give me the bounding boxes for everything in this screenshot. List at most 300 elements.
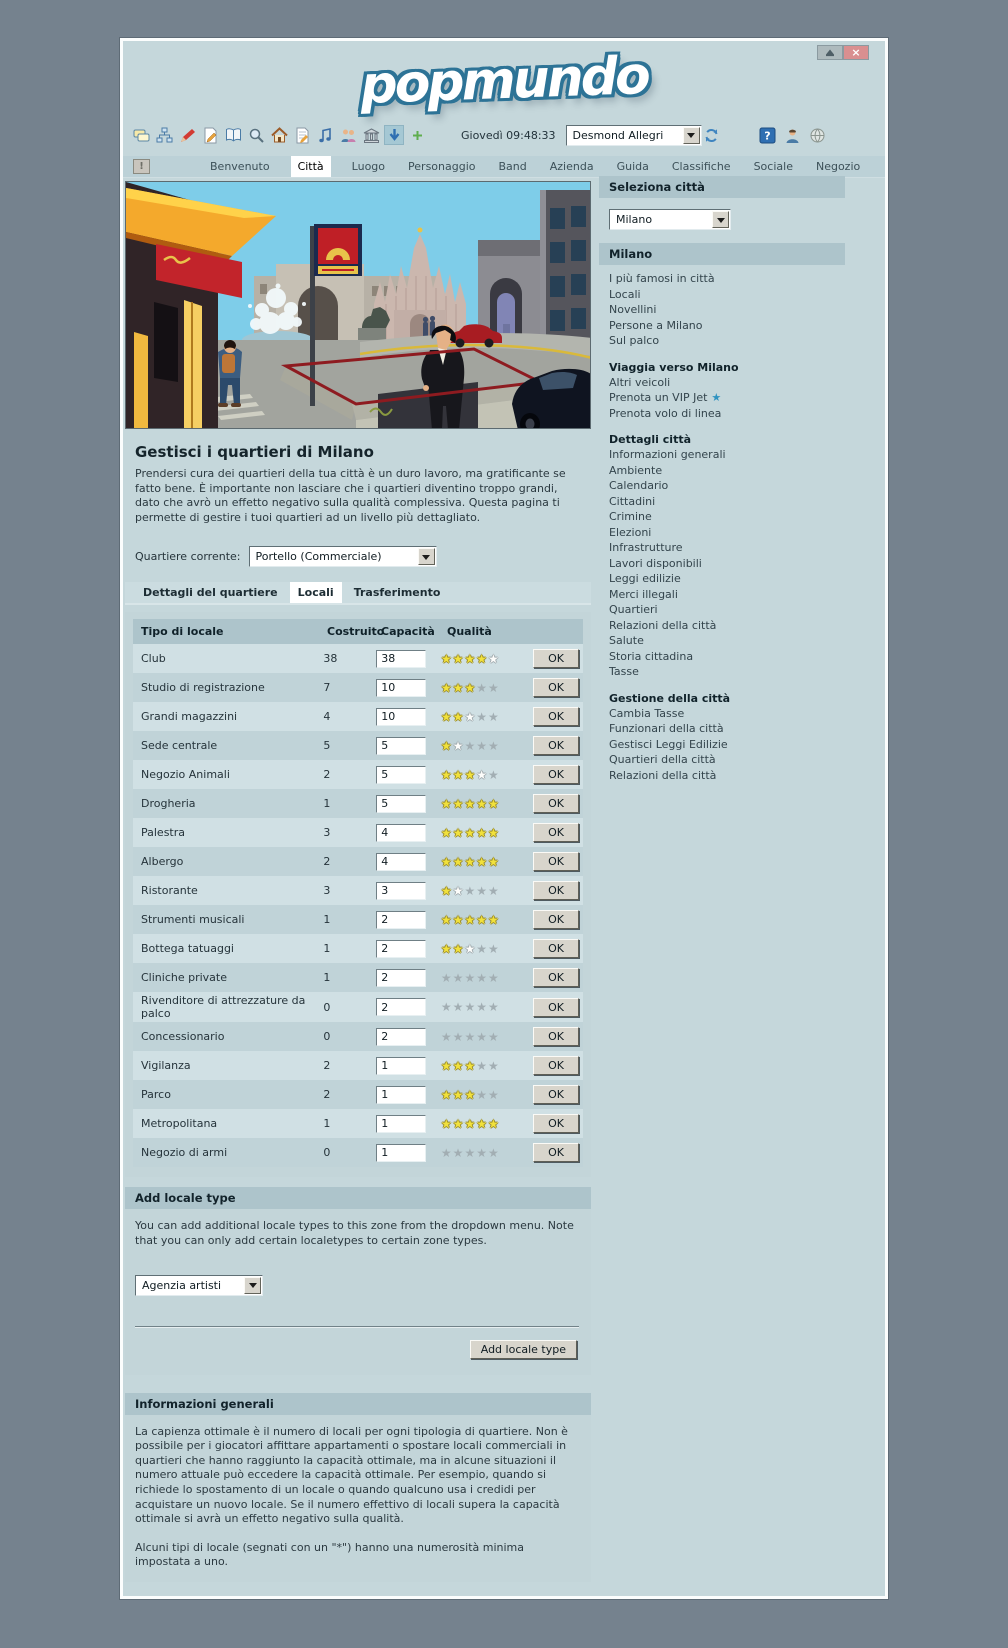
star-icon: ★	[440, 1145, 453, 1160]
close-button[interactable]: ×	[843, 45, 869, 60]
ok-cell	[533, 678, 579, 697]
quality-stars	[441, 1000, 533, 1014]
star-icon: ★	[440, 738, 453, 753]
capacity-cell	[376, 824, 441, 842]
capacity-input[interactable]	[376, 853, 426, 871]
travel-links	[609, 375, 845, 422]
table-row	[133, 992, 583, 1022]
star-icon: ★	[452, 941, 465, 956]
details-links	[609, 447, 845, 680]
tabstrip	[125, 582, 591, 605]
sidebar-link[interactable]: Lavori disponibili	[609, 556, 702, 570]
chevron-down-icon[interactable]	[712, 211, 729, 228]
locale-type-label: Club	[141, 652, 166, 666]
built-value: 3	[323, 826, 331, 840]
world-icon[interactable]	[807, 125, 827, 145]
city-select[interactable]	[609, 209, 731, 230]
built-value: 0	[323, 1146, 331, 1160]
locale-type-label: Parco	[141, 1088, 171, 1102]
capacity-input[interactable]	[376, 766, 426, 784]
col-header-type: Tipo di locale	[141, 625, 224, 639]
book-icon[interactable]	[223, 125, 243, 145]
nav-item[interactable]: Personaggio	[408, 160, 476, 173]
music-icon[interactable]	[315, 125, 335, 145]
star-icon: ★	[464, 941, 477, 956]
capacity-input[interactable]	[376, 824, 426, 842]
nav-item[interactable]: Band	[498, 160, 527, 173]
people-icon[interactable]	[338, 125, 358, 145]
ok-cell	[533, 823, 579, 842]
sidebar-link[interactable]: Cambia Tasse	[609, 706, 685, 720]
chevron-down-icon[interactable]	[683, 127, 700, 144]
capacity-cell	[376, 940, 441, 958]
capacity-input[interactable]	[376, 998, 426, 1016]
district-row	[135, 546, 591, 567]
capacity-cell	[376, 1086, 441, 1104]
star-icon: ★	[464, 796, 477, 811]
star-icon: ★	[452, 1145, 465, 1160]
sidebar-link[interactable]: Locali	[609, 287, 641, 301]
capacity-input[interactable]	[376, 940, 426, 958]
nav-item[interactable]: Luogo	[351, 160, 386, 173]
sidebar-link[interactable]: Storia cittadina	[609, 649, 694, 663]
star-icon: ★	[487, 709, 500, 724]
table-row	[133, 760, 583, 789]
ok-cell	[533, 998, 579, 1017]
capacity-cell	[376, 911, 441, 929]
main-nav	[123, 156, 885, 178]
star-icon: ★	[487, 1145, 500, 1160]
star-icon: ★	[476, 854, 488, 869]
popmundo-logo: popmundo	[359, 46, 649, 116]
quality-stars	[441, 913, 533, 927]
table-row	[133, 818, 583, 847]
refresh-icon[interactable]	[702, 125, 722, 145]
star-icon: ★	[452, 912, 465, 927]
star-icon: ★	[440, 796, 453, 811]
star-icon: ★	[476, 651, 488, 666]
star-icon: ★	[440, 854, 453, 869]
locale-type-label: Concessionario	[141, 1030, 225, 1044]
ok-cell	[533, 910, 579, 929]
star-icon: ★	[476, 1029, 488, 1044]
capacity-input[interactable]	[376, 1115, 426, 1133]
capacity-input[interactable]	[376, 911, 426, 929]
locali-table	[125, 612, 591, 1177]
vip-star-icon: ★	[711, 391, 722, 404]
star-icon: ★	[440, 1058, 453, 1073]
sidebar-link[interactable]: Prenota un VIP Jet ★	[609, 391, 722, 404]
star-icon: ★	[476, 825, 488, 840]
sidebar-link[interactable]: Relazioni della città	[609, 618, 717, 632]
sidebar-link[interactable]: Persone a Milano	[609, 318, 703, 332]
ok-button[interactable]: OK	[533, 881, 579, 900]
tab[interactable]: Trasferimento	[353, 586, 441, 600]
star-icon: ★	[452, 1029, 465, 1044]
nav-item[interactable]: Benvenuto	[210, 160, 270, 173]
network-icon[interactable]	[154, 125, 174, 145]
star-icon: ★	[476, 767, 488, 782]
table-row	[133, 1080, 583, 1109]
capacity-input[interactable]	[376, 795, 426, 813]
pencil-icon[interactable]	[177, 125, 197, 145]
capacity-input[interactable]	[376, 882, 426, 900]
capacity-input[interactable]	[376, 969, 426, 987]
star-icon: ★	[452, 970, 465, 985]
ok-cell	[533, 1056, 579, 1075]
ok-button[interactable]: OK	[533, 707, 579, 726]
star-icon: ★	[487, 1029, 500, 1044]
capacity-cell	[376, 766, 441, 784]
ok-cell	[533, 765, 579, 784]
table-row	[133, 847, 583, 876]
select-city-title: Seleziona città	[599, 176, 845, 198]
locale-type-label: Negozio di armi	[141, 1146, 228, 1160]
locale-type-label: Palestra	[141, 826, 186, 840]
download-icon[interactable]	[384, 125, 404, 145]
star-icon: ★	[487, 825, 500, 840]
table-row	[133, 1109, 583, 1138]
ok-cell	[533, 794, 579, 813]
locale-type-label: Albergo	[141, 855, 184, 869]
star-icon: ★	[476, 1145, 488, 1160]
sidebar-link[interactable]: Merci illegali	[609, 587, 678, 601]
ok-cell	[533, 968, 579, 987]
quality-stars	[441, 884, 533, 898]
locale-type-label: Sede centrale	[141, 739, 218, 753]
sidebar-link[interactable]: Cittadini	[609, 494, 656, 508]
locale-type-label: Metropolitana	[141, 1117, 218, 1131]
star-icon: ★	[476, 883, 488, 898]
capacity-input[interactable]	[376, 1028, 426, 1046]
nav-item[interactable]: Classifiche	[671, 160, 731, 173]
capacity-cell	[376, 882, 441, 900]
locale-type-label: Studio di registrazione	[141, 681, 265, 695]
star-icon: ★	[452, 738, 465, 753]
star-icon: ★	[464, 651, 477, 666]
compose-icon[interactable]	[200, 125, 220, 145]
built-value: 1	[323, 971, 331, 985]
built-value: 3	[323, 884, 331, 898]
sidebar-link[interactable]: Sul palco	[609, 334, 660, 347]
add-locale-title: Add locale type	[125, 1187, 591, 1209]
quality-stars	[441, 855, 533, 869]
bank-icon[interactable]	[361, 125, 381, 145]
capacity-cell	[376, 650, 441, 668]
star-icon: ★	[464, 1000, 477, 1015]
star-icon: ★	[487, 796, 500, 811]
chevron-down-icon[interactable]	[418, 548, 435, 565]
star-icon: ★	[440, 1029, 453, 1044]
built-value: 2	[323, 1088, 331, 1102]
profile-icon[interactable]	[782, 125, 802, 145]
ok-button[interactable]: OK	[533, 998, 579, 1017]
quality-stars	[441, 797, 533, 811]
chevron-down-icon[interactable]	[244, 1277, 261, 1294]
sidebar	[599, 176, 845, 783]
star-icon: ★	[452, 651, 465, 666]
quality-stars	[441, 768, 533, 782]
table-row	[133, 1022, 583, 1051]
quality-stars	[441, 1146, 533, 1160]
star-icon: ★	[452, 1116, 465, 1131]
tab[interactable]: Locali	[290, 582, 342, 603]
nav-item[interactable]: Guida	[616, 160, 649, 173]
star-icon: ★	[476, 738, 488, 753]
sidebar-link[interactable]: Infrastrutture	[609, 541, 683, 554]
star-icon: ★	[464, 680, 477, 695]
ok-button[interactable]: OK	[533, 678, 579, 697]
built-value: 1	[323, 797, 331, 811]
locale-type-label: Cliniche private	[141, 971, 227, 985]
nav-item[interactable]: Azienda	[549, 160, 594, 173]
sidebar-link[interactable]: Calendario	[609, 479, 669, 492]
star-icon: ★	[440, 651, 453, 666]
built-value: 7	[323, 681, 331, 695]
district-select[interactable]	[249, 546, 437, 567]
star-icon: ★	[440, 1116, 453, 1131]
add-icon[interactable]	[407, 125, 427, 145]
ok-button[interactable]: OK	[533, 968, 579, 987]
table-row	[133, 905, 583, 934]
capacity-cell	[376, 737, 441, 755]
table-row	[133, 702, 583, 731]
sidebar-link[interactable]: Funzionari della città	[609, 722, 724, 735]
ok-button[interactable]: OK	[533, 1027, 579, 1046]
sidebar-link[interactable]: Elezioni	[609, 525, 652, 539]
table-row	[133, 789, 583, 818]
locale-type-select-value: Agenzia artisti	[142, 1278, 222, 1292]
table-row	[133, 673, 583, 702]
star-icon: ★	[440, 1000, 453, 1015]
capacity-input[interactable]	[376, 708, 426, 726]
info-paragraph-2: Alcuni tipi di locale (segnati con un "*") hanno una numerosità minima impostata a uno.	[135, 1540, 524, 1569]
details-title: Dettagli città	[609, 433, 692, 446]
star-icon: ★	[464, 1145, 477, 1160]
svg-text:?: ?	[763, 129, 771, 142]
city-illustration	[125, 181, 591, 429]
star-icon: ★	[476, 941, 488, 956]
nav-items	[208, 156, 862, 177]
sidebar-link[interactable]: I più famosi in città	[609, 272, 715, 285]
add-locale-panel	[125, 1187, 591, 1374]
intro-text: Prendersi cura dei quartieri della tua città è un duro lavoro, ma gratificante se fatto bene. È importante non lasciare che i quartieri diventino troppo grandi, dato che avrò un effetto negativo sulla qualità complessiva. Questa pagina ti permette di gestire i tuoi quartieri ad un livello più dettagliato.	[135, 467, 566, 524]
star-icon: ★	[487, 1116, 500, 1131]
star-icon: ★	[464, 738, 477, 753]
star-icon: ★	[440, 1087, 453, 1102]
built-value: 1	[323, 942, 331, 956]
locale-type-label: Negozio Animali	[141, 768, 230, 782]
capacity-cell	[376, 1057, 441, 1075]
sidebar-link[interactable]: Relazioni della città	[609, 768, 717, 782]
capacity-input[interactable]	[376, 1144, 426, 1162]
locale-type-label: Strumenti musicali	[141, 913, 245, 927]
toolbar	[131, 123, 885, 147]
quality-stars	[441, 1117, 533, 1131]
city-title: Milano	[599, 243, 845, 265]
quality-stars	[441, 971, 533, 985]
character-select[interactable]	[566, 125, 702, 146]
star-icon: ★	[452, 883, 465, 898]
built-value: 4	[323, 710, 331, 724]
star-icon: ★	[476, 1000, 488, 1015]
tab[interactable]: Dettagli del quartiere	[143, 586, 278, 600]
ok-button[interactable]: OK	[533, 1143, 579, 1162]
quality-stars	[441, 826, 533, 840]
built-value: 2	[323, 855, 331, 869]
star-icon: ★	[487, 912, 500, 927]
sidebar-link[interactable]: Informazioni generali	[609, 448, 726, 461]
capacity-cell	[376, 795, 441, 813]
star-icon: ★	[464, 1029, 477, 1044]
sidebar-link[interactable]: Quartieri della città	[609, 753, 716, 766]
built-value: 0	[323, 1000, 331, 1014]
table-row	[133, 963, 583, 992]
ok-button[interactable]: OK	[533, 1056, 579, 1075]
star-icon: ★	[487, 1000, 500, 1015]
sidebar-link[interactable]: Ambiente	[609, 463, 663, 477]
messages-icon[interactable]	[131, 125, 151, 145]
sidebar-link[interactable]: Leggi edilizie	[609, 572, 681, 585]
star-icon: ★	[452, 767, 465, 782]
star-icon: ★	[487, 651, 500, 666]
ok-button[interactable]: OK	[533, 736, 579, 755]
star-icon: ★	[487, 738, 500, 753]
ok-button[interactable]: OK	[533, 852, 579, 871]
built-value: 2	[323, 1059, 331, 1073]
capacity-cell	[376, 679, 441, 697]
star-icon: ★	[452, 796, 465, 811]
district-label: Quartiere corrente:	[135, 550, 241, 564]
alert-button[interactable]: !	[133, 159, 150, 174]
star-icon: ★	[440, 680, 453, 695]
add-locale-button[interactable]: Add locale type	[470, 1340, 577, 1359]
info-panel	[125, 1393, 591, 1582]
star-icon: ★	[464, 1087, 477, 1102]
sidebar-link[interactable]: Gestisci Leggi Edilizie	[609, 737, 728, 751]
city-links	[609, 271, 845, 349]
star-icon: ★	[487, 1087, 500, 1102]
ok-cell	[533, 881, 579, 900]
sidebar-link[interactable]: Crimine	[609, 510, 652, 523]
star-icon: ★	[464, 883, 477, 898]
capacity-input[interactable]	[376, 679, 426, 697]
quality-stars	[441, 1030, 533, 1044]
star-icon: ★	[452, 1000, 465, 1015]
help-icon[interactable]	[757, 125, 777, 145]
sidebar-link[interactable]: Altri veicoli	[609, 375, 671, 389]
locale-type-label: Bottega tatuaggi	[141, 942, 234, 956]
capacity-cell	[376, 998, 441, 1016]
built-value: 38	[323, 652, 338, 666]
star-icon: ★	[476, 709, 488, 724]
table-row	[133, 731, 583, 760]
sidebar-link[interactable]: Salute	[609, 634, 644, 647]
quality-stars	[441, 710, 533, 724]
travel-title: Viaggia verso Milano	[609, 360, 739, 374]
star-icon: ★	[440, 767, 453, 782]
character-select-value: Desmond Allegri	[572, 128, 664, 142]
ok-cell	[533, 1143, 579, 1162]
star-icon: ★	[440, 970, 453, 985]
capacity-cell	[376, 708, 441, 726]
search-icon[interactable]	[246, 125, 266, 145]
ok-button[interactable]: OK	[533, 823, 579, 842]
star-icon: ★	[487, 680, 500, 695]
manage-links	[609, 706, 845, 784]
star-icon: ★	[464, 1116, 477, 1131]
page-title: Gestisci i quartieri di Milano	[135, 443, 374, 461]
ok-cell	[533, 852, 579, 871]
star-icon: ★	[476, 1058, 488, 1073]
capacity-input[interactable]	[376, 1086, 426, 1104]
info-title: Informazioni generali	[125, 1393, 591, 1415]
star-icon: ★	[487, 883, 500, 898]
ok-button[interactable]: OK	[533, 765, 579, 784]
locale-type-select[interactable]	[135, 1275, 263, 1296]
col-header-quality: Qualità	[447, 625, 492, 639]
star-icon: ★	[464, 854, 477, 869]
ok-cell	[533, 736, 579, 755]
capacity-cell	[376, 1144, 441, 1162]
built-value: 2	[323, 768, 331, 782]
capacity-input[interactable]	[376, 737, 426, 755]
star-icon: ★	[440, 941, 453, 956]
ok-cell	[533, 649, 579, 668]
locale-type-label: Vigilanza	[141, 1059, 191, 1073]
built-value: 0	[323, 1030, 331, 1044]
document-icon[interactable]	[292, 125, 312, 145]
divider	[135, 1326, 579, 1328]
star-icon: ★	[476, 912, 488, 927]
star-icon: ★	[440, 825, 453, 840]
app-window	[120, 38, 888, 1599]
star-icon: ★	[464, 767, 477, 782]
table-row	[133, 934, 583, 963]
star-icon: ★	[476, 1087, 488, 1102]
home-icon[interactable]	[269, 125, 289, 145]
ok-button[interactable]: OK	[533, 794, 579, 813]
nav-item[interactable]: Sociale	[753, 160, 793, 173]
ok-button[interactable]: OK	[533, 939, 579, 958]
quality-stars	[441, 681, 533, 695]
table-row	[133, 1051, 583, 1080]
nav-item[interactable]: Città	[291, 156, 331, 177]
star-icon: ★	[452, 680, 465, 695]
capacity-input[interactable]	[376, 650, 426, 668]
ok-cell	[533, 707, 579, 726]
ok-button[interactable]: OK	[533, 1114, 579, 1133]
ok-cell	[533, 1085, 579, 1104]
star-icon: ★	[440, 912, 453, 927]
info-paragraph-1: La capienza ottimale è il numero di locali per ogni tipologia di quartiere. Non è possibile per i giocatori affittare appartamenti o spostare locali commerciali in quartieri che hanno raggiunto la capacità ottimale, ma in alcune situazioni il numero attuale può eccedere la capacità ottimale. Per esempio, quando si richiede lo spostamento di un locale o quando qualcuno usa i credidi per acquistare un nuovo locale. Se il numero effettivo di locali supera la capacità ottimale si avrà un effetto negativo sulla qualità.	[135, 1424, 568, 1526]
manage-title: Gestione della città	[609, 691, 731, 705]
star-icon: ★	[452, 854, 465, 869]
capacity-input[interactable]	[376, 1057, 426, 1075]
quality-stars	[441, 652, 533, 666]
ok-button[interactable]: OK	[533, 1085, 579, 1104]
table-header	[133, 619, 583, 644]
built-value: 1	[323, 913, 331, 927]
sidebar-link[interactable]: Tasse	[609, 665, 639, 678]
ok-button[interactable]: OK	[533, 910, 579, 929]
quality-stars	[441, 1088, 533, 1102]
ok-button[interactable]: OK	[533, 649, 579, 668]
nav-item[interactable]: Negozio	[815, 160, 861, 173]
sidebar-link[interactable]: Prenota volo di linea	[609, 406, 722, 420]
sidebar-link[interactable]: Novellini	[609, 303, 657, 316]
sidebar-link[interactable]: Quartieri	[609, 603, 658, 616]
